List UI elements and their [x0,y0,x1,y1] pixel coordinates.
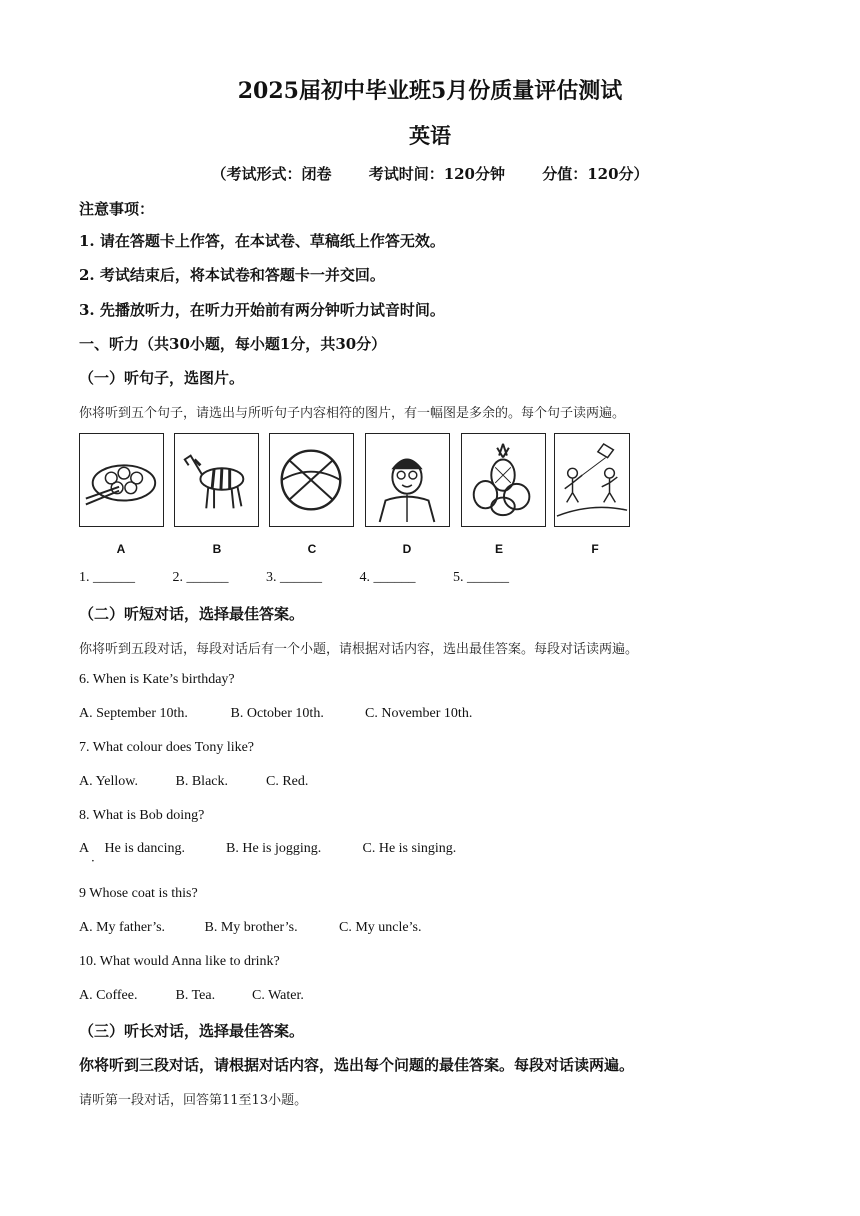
option-a-text[interactable]: He is dancing. [104,841,185,856]
part1-heading: （一）听句子，选图片。 [79,369,245,387]
exam-time: 考试时间：120分钟 [368,165,505,183]
stray-dot: · [91,854,95,868]
picture-b [174,433,259,527]
answer-blank[interactable]: 4. ______ [359,570,416,585]
option-a[interactable]: A. My father’s. [79,920,166,935]
option-a[interactable]: A. September 10th. [79,706,188,721]
picture-label-e: E [494,542,503,556]
picture-c [269,433,354,527]
option-c[interactable]: C. Water. [252,988,304,1003]
exam-subject: 英语 [409,123,451,148]
doctor-icon [366,434,449,526]
dumplings-plate-icon [80,434,163,526]
kids-kite-icon [555,434,629,526]
option-c[interactable]: C. November 10th. [365,706,473,721]
picture-label-c: C [307,542,317,556]
answer-blank[interactable]: 2. ______ [172,570,229,585]
option-b[interactable]: B. Black. [175,774,228,789]
question-10: 10. What would Anna like to drink? [79,954,280,969]
question-7-options [79,774,308,790]
notice-item-3: 3. 先播放听力，在听力开始前有两分钟听力试音时间。 [79,301,445,319]
option-b[interactable]: B. Tea. [175,988,216,1003]
option-c[interactable]: C. He is singing. [362,841,457,856]
fruits-icon [462,434,545,526]
option-b[interactable]: B. He is jogging. [226,841,322,856]
zebra-icon [175,434,258,526]
part1-instruction: 你将听到五个句子，请选出与所听句子内容相符的图片，有一幅图是多余的。每个句子读两遍。 [79,406,626,421]
part3-heading: （三）听长对话，选择最佳答案。 [79,1022,305,1040]
picture-label-f: F [591,542,599,556]
option-a[interactable]: A. Coffee. [79,988,138,1003]
question-10-options [79,988,304,1004]
option-c[interactable]: C. My uncle’s. [339,920,422,935]
exam-format: （考试形式：闭卷 [211,165,332,183]
picture-label-d: D [402,542,412,556]
option-c[interactable]: C. Red. [266,774,309,789]
part3-note: 请听第一段对话，回答第11至13小题。 [79,1093,308,1108]
option-a[interactable]: A. Yellow. [79,774,138,789]
picture-label-a: A [116,542,126,556]
answer-blank[interactable]: 5. ______ [453,570,509,585]
picture-d [365,433,450,527]
exam-info [0,163,860,184]
section1-heading: 一、听力（共30小题，每小题1分，共30分） [79,335,387,353]
exam-title: 2025届初中毕业班5月份质量评估测试 [237,78,623,104]
part3-instruction: 你将听到三段对话，请根据对话内容，选出每个问题的最佳答案。每段对话读两遍。 [79,1056,635,1074]
picture-label-b: B [212,542,222,556]
notice-item-1: 1. 请在答题卡上作答，在本试卷、草稿纸上作答无效。 [79,232,445,250]
question-9-options [79,920,421,936]
answer-blank[interactable]: 1. ______ [79,570,135,585]
notice-heading: 注意事项： [79,200,155,218]
answer-blank[interactable]: 3. ______ [266,570,322,585]
part2-heading: （二）听短对话，选择最佳答案。 [79,605,305,623]
picture-f [554,433,630,527]
question-8: 8. What is Bob doing? [79,808,205,823]
question-6: 6. When is Kate’s birthday? [79,672,235,687]
answer-blanks [79,570,543,586]
exam-score: 分值：120分） [542,165,649,183]
basketball-icon [270,434,353,526]
picture-e [461,433,546,527]
question-8-options [79,841,456,857]
notice-item-2: 2. 考试结束后，将本试卷和答题卡一并交回。 [79,266,385,284]
option-b[interactable]: B. October 10th. [230,706,324,721]
part2-instruction: 你将听到五段对话，每段对话后有一个小题，请根据对话内容，选出最佳答案。每段对话读两遍。 [79,642,639,657]
option-a[interactable]: A [79,841,90,856]
option-b[interactable]: B. My brother’s. [204,920,298,935]
question-7: 7. What colour does Tony like? [79,740,255,755]
question-9: 9 Whose coat is this? [79,886,198,901]
question-6-options [79,706,472,722]
picture-a [79,433,164,527]
